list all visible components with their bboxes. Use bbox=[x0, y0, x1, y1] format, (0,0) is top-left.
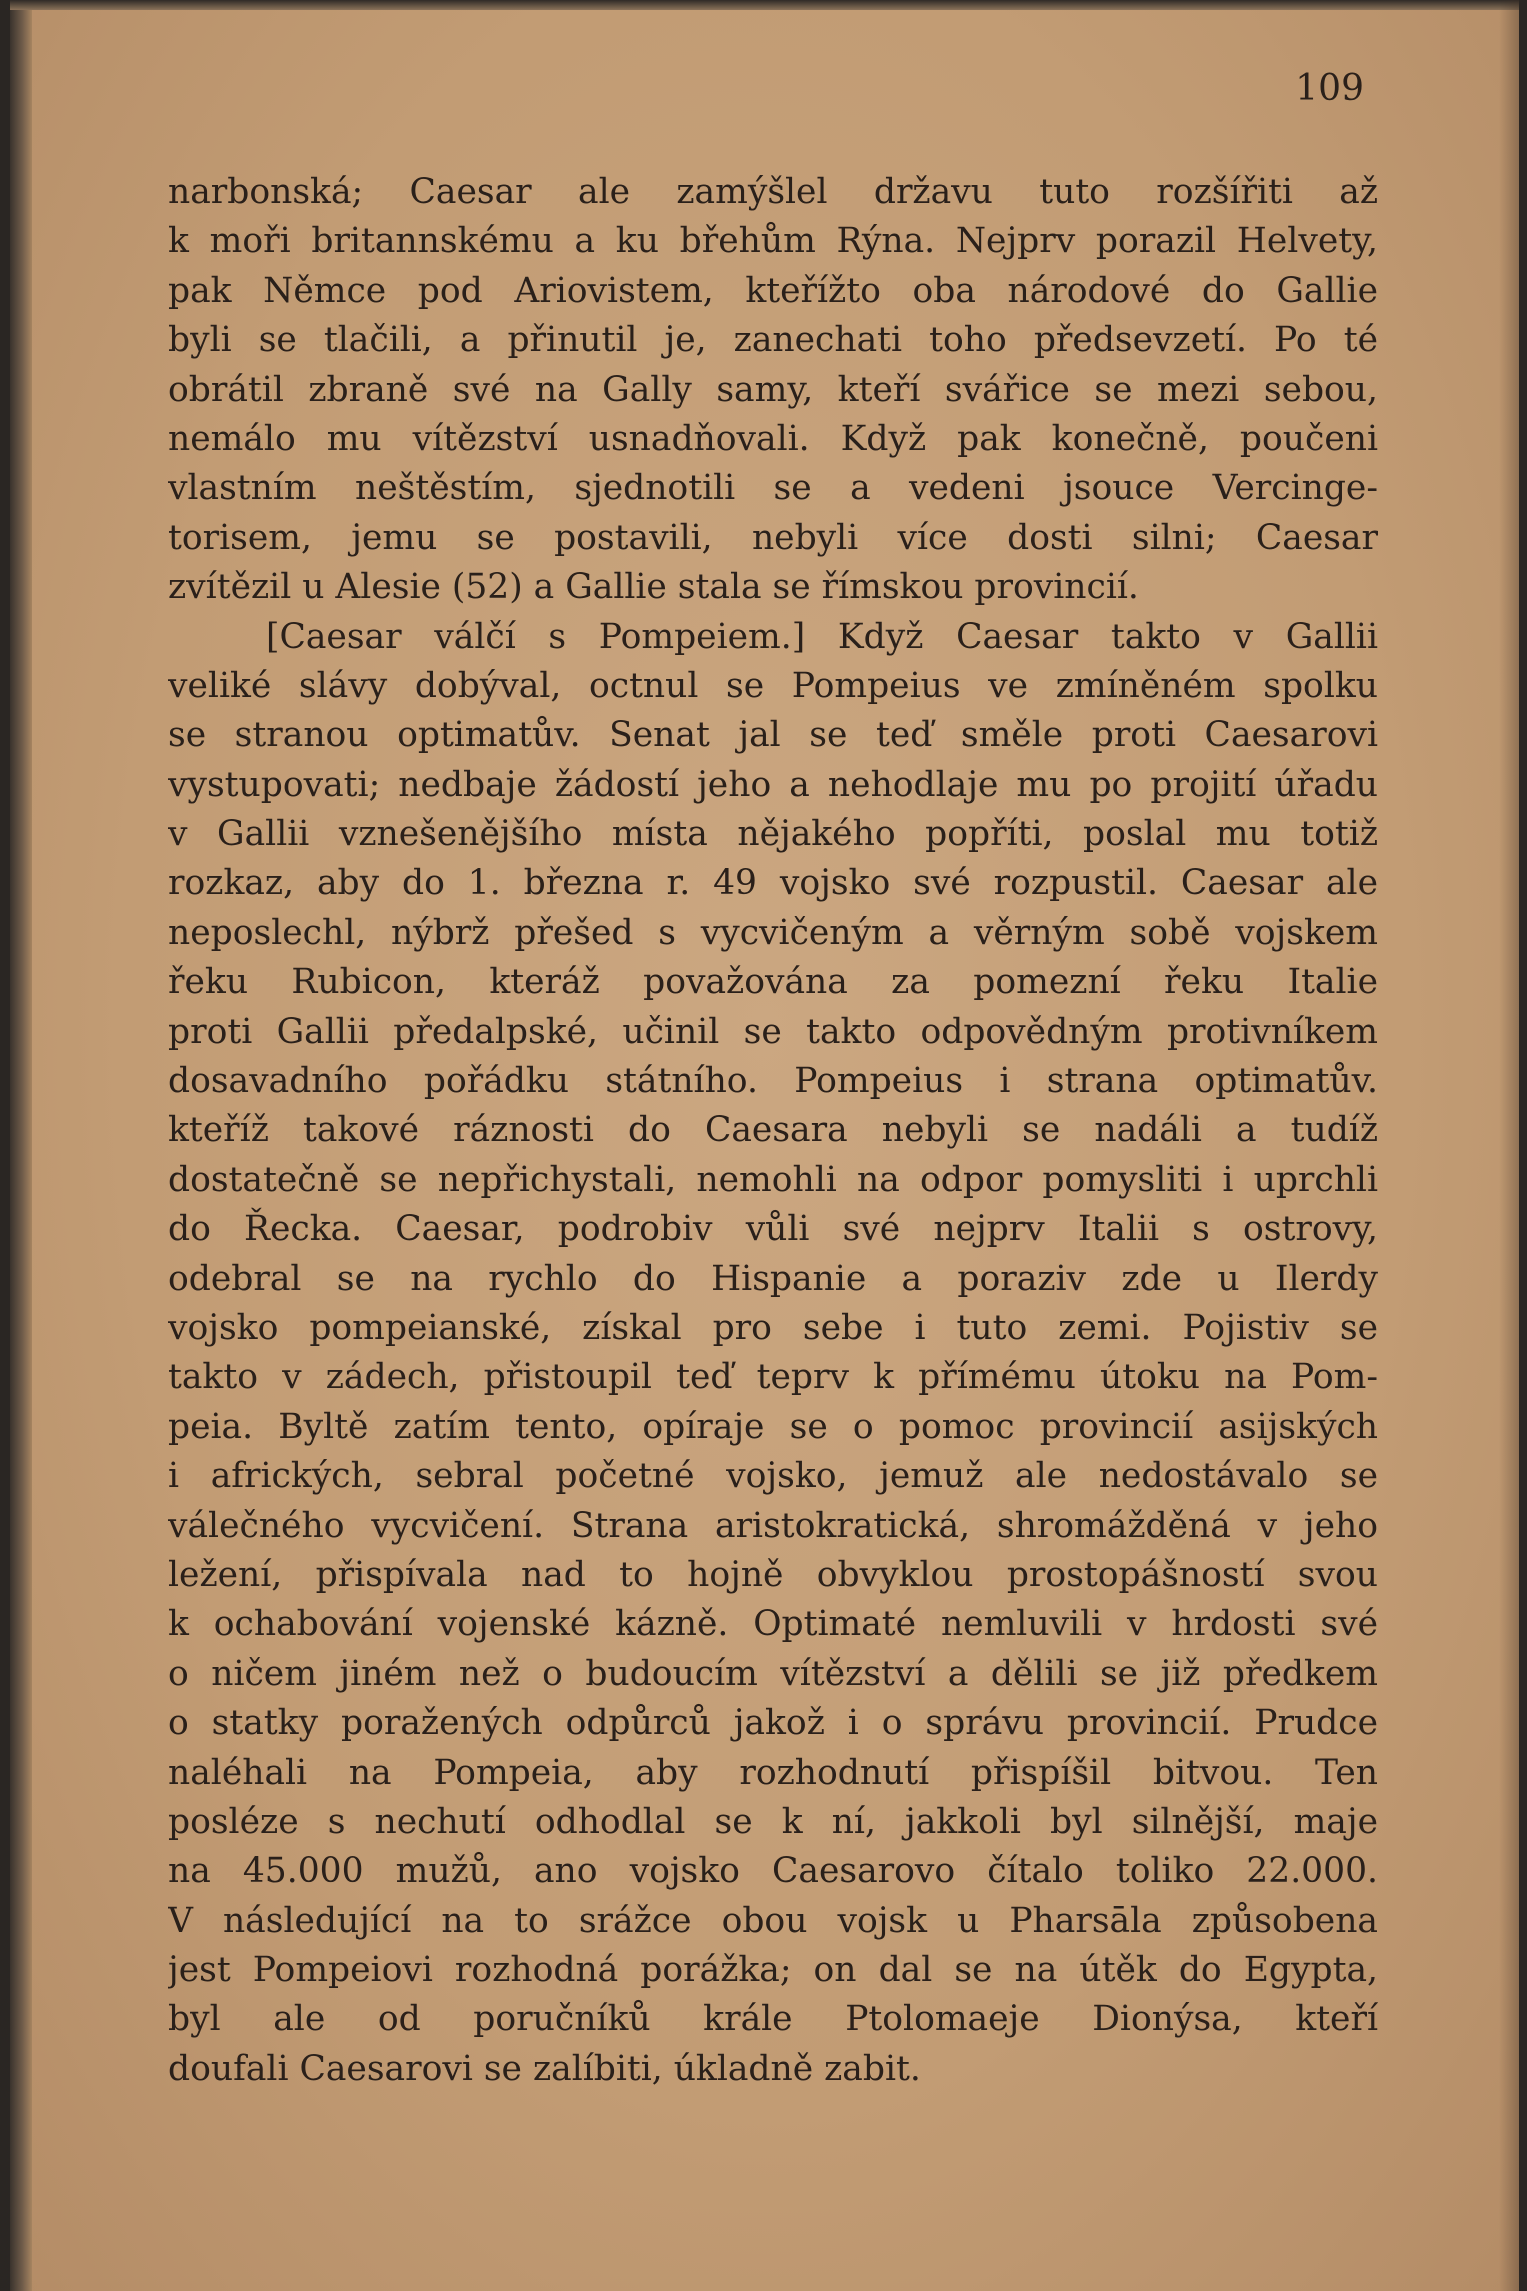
page-number: 109 bbox=[1295, 68, 1364, 109]
text-line: vystupovati; nedbaje žádostí jeho a nehodlaje mu po projití úřadu bbox=[168, 764, 1378, 805]
text-line: odebral se na rychlo do Hispanie a poraziv zde u Ilerdy bbox=[168, 1258, 1378, 1299]
page-binding-edge bbox=[10, 0, 32, 2291]
text-line: doufali Caesarovi se zalíbiti, úkladně zabit. bbox=[168, 2048, 921, 2089]
text-line: do Řecka. Caesar, podrobiv vůli své nejprv Italii s ostrovy, bbox=[168, 1209, 1378, 1250]
text-line: v Gallii vznešenějšího místa nějakého popříti, poslal mu totiž bbox=[168, 814, 1378, 855]
text-line: řeku Rubicon, kteráž považována za pomezní řeku Italie bbox=[168, 962, 1378, 1003]
text-line: pak Němce pod Ariovistem, kteřížto oba národové do Gallie bbox=[168, 270, 1378, 311]
text-line: rozkaz, aby do 1. března r. 49 vojsko své rozpustil. Caesar ale bbox=[168, 863, 1378, 904]
text-line: k ochabování vojenské kázně. Optimaté nemluvili v hrdosti své bbox=[168, 1604, 1378, 1645]
book-page bbox=[10, 0, 1519, 2291]
text-line: i afrických, sebral početné vojsko, jemuž ale nedostávalo se bbox=[168, 1456, 1378, 1497]
body-text bbox=[168, 168, 1378, 2094]
text-line: dostatečně se nepřichystali, nemohli na odpor pomysliti i uprchli bbox=[168, 1159, 1378, 1200]
text-line: posléze s nechutí odhodlal se k ní, jakkoli byl silnější, maje bbox=[168, 1801, 1378, 1842]
text-line: ležení, přispívala nad to hojně obvyklou prostopášností svou bbox=[168, 1554, 1378, 1595]
page-top-edge bbox=[10, 0, 1519, 10]
section-heading-line: [Caesar válčí s Pompeiem.] Když Caesar takto v Gallii bbox=[266, 616, 1378, 657]
text-line: veliké slávy dobýval, octnul se Pompeius ve zmíněném spolku bbox=[168, 665, 1378, 706]
text-line: torisem, jemu se postavili, nebyli více dosti silni; Caesar bbox=[168, 517, 1378, 558]
text-line: narbonská; Caesar ale zamýšlel državu tuto rozšířiti až bbox=[168, 172, 1378, 212]
page-right-shade bbox=[1499, 0, 1519, 2291]
text-line: zvítězil u Alesie (52) a Gallie stala se římskou provincií. bbox=[168, 567, 1139, 608]
text-line: vlastním neštěstím, sjednotili se a vedeni jsouce Vercinge- bbox=[168, 468, 1378, 509]
text-line: se stranou optimatův. Senat jal se teď směle proti Caesarovi bbox=[168, 715, 1378, 756]
text-line: o ničem jiném než o budoucím vítězství a dělili se již předkem bbox=[168, 1653, 1378, 1694]
text-line: vojsko pompeianské, získal pro sebe i tuto zemi. Pojistiv se bbox=[168, 1307, 1378, 1348]
text-line: jest Pompeiovi rozhodná porážka; on dal se na útěk do Egypta, bbox=[168, 1950, 1378, 1991]
text-line: peia. Byltě zatím tento, opíraje se o pomoc provincií asijských bbox=[168, 1406, 1378, 1447]
text-line: kteříž takové ráznosti do Caesara nebyli se nadáli a tudíž bbox=[168, 1110, 1378, 1151]
text-line: byl ale od poručníků krále Ptolomaeje Dionýsa, kteří bbox=[168, 1999, 1378, 2040]
text-line: V následující na to srážce obou vojsk u Pharsāla způsobena bbox=[168, 1900, 1378, 1941]
text-line: na 45.000 mužů, ano vojsko Caesarovo čítalo toliko 22.000. bbox=[168, 1851, 1378, 1892]
text-line: válečného vycvičení. Strana aristokratická, shromážděná v jeho bbox=[168, 1505, 1378, 1546]
text-line: neposlechl, nýbrž přešed s vycvičeným a věrným sobě vojskem bbox=[168, 912, 1378, 953]
text-line: nemálo mu vítězství usnadňovali. Když pak konečně, poučeni bbox=[168, 418, 1378, 459]
text-line: byli se tlačili, a přinutil je, zanechati toho předsevzetí. Po té bbox=[168, 320, 1378, 361]
text-line: obrátil zbraně své na Gally samy, kteří svářice se mezi sebou, bbox=[168, 369, 1378, 410]
text-line: naléhali na Pompeia, aby rozhodnutí přispíšil bitvou. Ten bbox=[168, 1752, 1378, 1793]
text-line: dosavadního pořádku státního. Pompeius i strana optimatův. bbox=[168, 1061, 1378, 1102]
text-line: o statky poražených odpůrců jakož i o správu provincií. Prudce bbox=[168, 1703, 1378, 1744]
text-line: proti Gallii předalpské, učinil se takto odpovědným protivníkem bbox=[168, 1011, 1378, 1052]
text-line: k moři britannskému a ku břehům Rýna. Nejprv porazil Helvety, bbox=[168, 221, 1378, 262]
text-line: takto v zádech, přistoupil teď teprv k přímému útoku na Pom- bbox=[168, 1357, 1378, 1398]
